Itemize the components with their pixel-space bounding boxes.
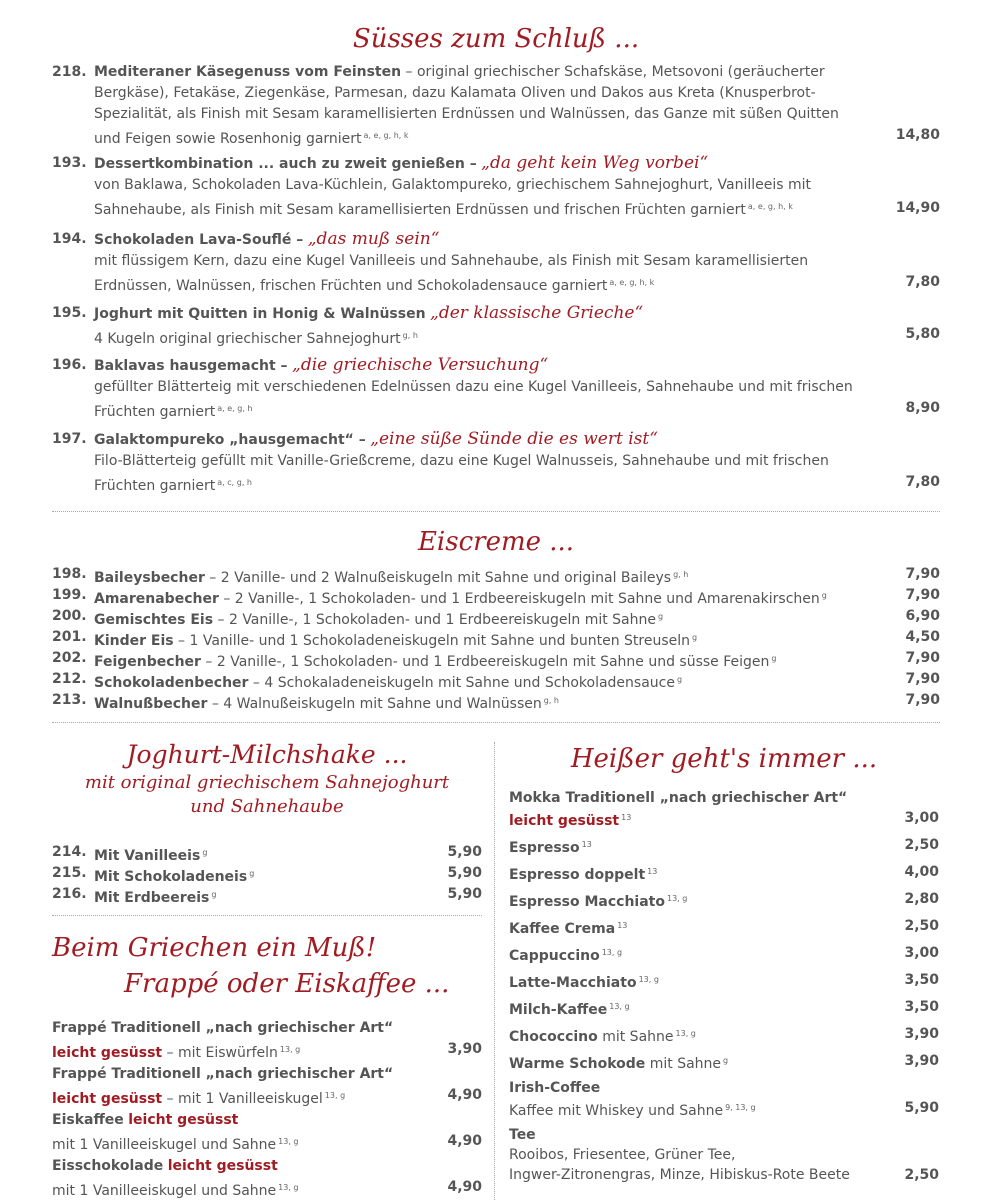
item-price: 7,90 (905, 692, 940, 708)
item-number: 193. (52, 155, 87, 171)
item-number: 216. (52, 886, 87, 902)
allergen-codes: a, e, g, h (217, 404, 253, 413)
menu-item (52, 606, 940, 627)
item-price: 3,50 (904, 999, 939, 1015)
item-number: 198. (52, 566, 87, 582)
item-name: Walnußbecher (94, 696, 208, 712)
item-description: – mit 1 Vanilleeiskugel (162, 1091, 323, 1107)
allergen-codes: g, h (543, 696, 559, 705)
item-description: – 4 Schokaladeneiskugeln mit Sahne und Schokoladensauce (248, 675, 675, 691)
item-name: Mokka Traditionell „nach griechischer Art“ (509, 790, 848, 806)
menu-item (509, 835, 939, 855)
item-number: 218. (52, 64, 87, 80)
item-description: 4 Kugeln original griechischer Sahnejoghurt (94, 331, 401, 347)
menu-item (52, 842, 482, 863)
item-name: Warme Schokode (509, 1056, 646, 1072)
item-description: – 2 Vanille-, 1 Schokoladen- und 1 Erdbeereiskugeln mit Sahne und süsse Feigen (200, 654, 770, 670)
shake-section-subtitle-2: und Sahnehaube (190, 796, 344, 817)
item-name: Chococcino (509, 1029, 598, 1045)
ice-section-title: Eiscreme ... (417, 527, 575, 557)
menu-item (509, 1051, 939, 1071)
item-description: von Baklawa, Schokoladen Lava-Küchlein, Galaktompureko, griechischem Sahnejoghurt, Vanilleeis mit Sahnehaube, als Finish mit Sesam karamellisierten Erdnüssen und frischen Früchten garniert (94, 177, 812, 218)
item-description: mit flüssigem Kern, dazu eine Kugel Vanilleeis und Sahnehaube, als Finish mit Sesam karamellisierten Erdnüssen, Walnüssen, frischen Früchten und Schokoladensauce garniert (94, 253, 809, 294)
item-name: Kinder Eis (94, 633, 174, 649)
item-name: Dessertkombination ... auch zu zweit genießen – (94, 156, 477, 172)
item-price: 5,80 (905, 326, 940, 342)
item-price: 5,90 (447, 844, 482, 860)
item-price: 8,90 (905, 400, 940, 416)
item-slogan: „das muß sein“ (307, 229, 440, 249)
allergen-codes: g (771, 654, 777, 663)
menu-item (509, 862, 939, 882)
item-number: 214. (52, 844, 87, 860)
item-number: 199. (52, 587, 87, 603)
item-description: mit 1 Vanilleeiskugel und Sahne (52, 1137, 277, 1153)
item-name: Eiskaffee (52, 1112, 124, 1128)
allergen-codes: 13 (581, 840, 592, 849)
menu-item (509, 1024, 939, 1044)
item-price: 14,80 (895, 127, 940, 143)
item-sweetness: leicht gesüsst (128, 1112, 239, 1128)
item-name: Schokoladenbecher (94, 675, 249, 691)
menu-item (52, 648, 940, 669)
item-slogan: „da geht kein Weg vorbei“ (481, 153, 709, 173)
item-price: 7,80 (905, 274, 940, 290)
item-price: 5,90 (904, 1100, 939, 1116)
item-name: Latte-Macchiato (509, 975, 637, 991)
allergen-codes: 13, g (278, 1137, 299, 1146)
item-name: Irish-Coffee (509, 1080, 601, 1096)
menu-item (509, 1078, 939, 1118)
menu-item (52, 303, 940, 345)
item-number: 197. (52, 431, 87, 447)
menu-item (52, 153, 940, 219)
menu-item (52, 229, 940, 293)
dessert-list-2 (52, 153, 940, 493)
menu-item (52, 627, 940, 648)
menu-item (509, 788, 939, 828)
shake-section-title: Joghurt-Milchshake ... (126, 740, 408, 769)
item-name: Kaffee Crema (509, 921, 616, 937)
item-extra: mit Sahne (597, 1029, 674, 1045)
allergen-codes: 9, 13, g (725, 1103, 756, 1112)
menu-item (52, 863, 482, 884)
menu-item (52, 1156, 482, 1198)
item-name: Cappuccino (509, 948, 600, 964)
item-number: 213. (52, 692, 87, 708)
menu-item (509, 889, 939, 909)
menu-item (52, 1110, 482, 1152)
shake-section (52, 740, 482, 905)
item-price: 4,00 (904, 864, 939, 880)
item-name: Mit Schokoladeneis (94, 869, 248, 885)
item-price: 6,90 (905, 608, 940, 624)
item-description: – 2 Vanille-, 1 Schokoladen- und 1 Erdbeereiskugeln mit Sahne (213, 612, 656, 628)
item-number: 201. (52, 629, 87, 645)
item-name: Eisschokolade (52, 1158, 164, 1174)
menu-item (509, 997, 939, 1017)
item-name: Mediteraner Käsegenuss vom Feinsten (94, 64, 402, 80)
hot-drinks-section (509, 744, 939, 1185)
frappe-section (52, 930, 482, 1198)
item-extra: mit Sahne (645, 1056, 722, 1072)
item-number: 202. (52, 650, 87, 666)
item-price: 2,80 (904, 891, 939, 907)
allergen-codes: g (676, 675, 683, 684)
hot-section-title: Heißer geht's immer ... (570, 744, 878, 774)
menu-item (52, 564, 940, 585)
menu-item (52, 62, 940, 146)
frappe-section-title: Beim Griechen ein Muß! (52, 933, 377, 963)
item-slogan: „eine süße Sünde die es wert ist“ (370, 429, 658, 449)
allergen-codes: 13, g (666, 894, 688, 903)
item-description: – 2 Vanille- und 2 Walnußeiskugeln mit Sahne und original Baileys (204, 570, 672, 586)
item-name: Mit Erdbeereis (94, 890, 210, 906)
item-description: Filo-Blätterteig gefüllt mit Vanille-Grießcreme, dazu eine Kugel Walnusseis, Sahnehaube und mit frischen Früchten garniert (94, 453, 829, 494)
allergen-codes: g (249, 869, 255, 878)
allergen-codes: 13, g (609, 1002, 630, 1011)
item-description: – 2 Vanille-, 1 Schokoladen- und 1 Erdbeereiskugeln mit Sahne und Amarenakirschen (218, 591, 820, 607)
item-price: 5,90 (447, 886, 482, 902)
menu-item (52, 884, 482, 905)
item-description: – 1 Vanille- und 1 Schokoladeneiskugeln mit Sahne und bunten Streuseln (173, 633, 690, 649)
item-price: 4,90 (447, 1087, 482, 1103)
item-name: Baklavas hausgemacht – (94, 358, 288, 374)
allergen-codes: 13, g (601, 948, 623, 957)
shake-list (52, 842, 482, 905)
allergen-codes: 13 (647, 867, 658, 876)
frappe-list (52, 1018, 482, 1198)
section-divider (52, 722, 940, 723)
allergen-codes: g, h (673, 570, 689, 579)
menu-item (52, 585, 940, 606)
allergen-codes: g, h (402, 331, 418, 340)
section-divider (52, 915, 482, 916)
item-price: 3,00 (904, 945, 939, 961)
allergen-codes: 13, g (638, 975, 659, 984)
item-name: Espresso Macchiato (509, 894, 665, 910)
frappe-section-title-2: Frappé oder Eiskaffee ... (124, 969, 450, 999)
menu-item (52, 429, 940, 493)
menu-item (52, 355, 940, 419)
item-slogan: „die griechische Versuchung“ (292, 355, 549, 375)
item-price: 7,90 (905, 650, 940, 666)
menu-item (509, 970, 939, 990)
menu-item (52, 690, 940, 711)
column-divider (494, 742, 495, 1200)
menu-item (52, 1064, 482, 1106)
item-description: gefüllter Blätterteig mit verschiedenen Edelnüssen dazu eine Kugel Vanilleeis, Sahnehaube und mit frischen Früchten garniert (94, 379, 853, 420)
allergen-codes: a, e, g, h, k (609, 278, 655, 287)
item-name: Schokoladen Lava-Souflé – (94, 232, 304, 248)
item-price: 14,90 (895, 200, 940, 216)
allergen-codes: g (202, 848, 208, 857)
dessert-section-title: Süsses zum Schluß ... (352, 24, 640, 54)
item-number: 195. (52, 305, 87, 321)
item-sweetness: leicht gesüsst (509, 813, 620, 829)
menu-item (52, 669, 940, 690)
item-name: Frappé Traditionell „nach griechischer Art“ (52, 1020, 394, 1036)
item-price: 3,90 (904, 1026, 939, 1042)
allergen-codes: g (692, 633, 698, 642)
item-price: 3,90 (447, 1041, 482, 1057)
item-name: Espresso doppelt (509, 867, 646, 883)
item-price: 3,00 (904, 810, 939, 826)
item-number: 200. (52, 608, 87, 624)
item-name: Joghurt mit Quitten in Honig & Walnüssen (94, 306, 426, 322)
allergen-codes: g (723, 1056, 729, 1065)
allergen-codes: 13, g (279, 1045, 301, 1054)
item-price: 4,50 (905, 629, 940, 645)
item-price: 2,50 (904, 837, 939, 853)
item-number: 215. (52, 865, 87, 881)
item-price: 7,90 (905, 671, 940, 687)
item-description: Rooibos, Friesentee, Grüner Tee, (509, 1147, 736, 1163)
item-price: 7,90 (905, 566, 940, 582)
item-description: – mit Eiswürfeln (162, 1045, 278, 1061)
menu-item (509, 916, 939, 936)
menu-item (52, 1018, 482, 1060)
item-name: Feigenbecher (94, 654, 201, 670)
item-number: 194. (52, 231, 87, 247)
allergen-codes: a, e, g, h, k (363, 131, 409, 140)
item-name: Frappé Traditionell „nach griechischer Art“ (52, 1066, 394, 1082)
item-price: 2,50 (900, 1165, 939, 1185)
item-number: 196. (52, 357, 87, 373)
item-sweetness: leicht gesüsst (167, 1158, 278, 1174)
allergen-codes: 13 (617, 921, 628, 930)
item-price: 3,50 (904, 972, 939, 988)
shake-section-subtitle: mit original griechischem Sahnejoghurt (84, 772, 450, 793)
item-description: – 4 Walnußeiskugeln mit Sahne und Walnüssen (207, 696, 542, 712)
hot-list (509, 788, 939, 1185)
item-description: – original griechischer Schafskäse, Metsovoni (geräucherter Bergkäse), Fetakäse, Ziegenkäse, Parmesan, dazu Kalamata Oliven und Dakos aus Kreta (Knusperbrot-Spezialität, als Finish mit Sesam karamellisierten Erdnüssen und Walnüssen, das Ganze mit süßen Quitten und Feigen sowie Rosenhonig garniert (94, 64, 839, 147)
menu-item (509, 1125, 939, 1185)
item-number: 212. (52, 671, 87, 687)
item-price: 7,80 (905, 474, 940, 490)
item-price: 3,90 (904, 1053, 939, 1069)
menu-item (509, 943, 939, 963)
allergen-codes: a, e, g, h, k (747, 202, 793, 211)
item-slogan: „der klassische Grieche“ (430, 303, 644, 323)
allergen-codes: g (211, 890, 217, 899)
item-price: 7,90 (905, 587, 940, 603)
item-description: Kaffee mit Whiskey und Sahne (509, 1103, 724, 1119)
dessert-list (52, 62, 940, 146)
item-name: Amarenabecher (94, 591, 219, 607)
allergen-codes: g (821, 591, 827, 600)
item-sweetness: leicht gesüsst (52, 1091, 163, 1107)
allergen-codes: 13, g (675, 1029, 696, 1038)
item-description-2: Ingwer-Zitronengras, Minze, Hibiskus-Rote Beete (509, 1167, 850, 1183)
item-name: Mit Vanilleeis (94, 848, 201, 864)
item-price: 2,50 (904, 918, 939, 934)
allergen-codes: a, c, g, h (217, 478, 252, 487)
allergen-codes: g (658, 612, 664, 621)
item-description: mit 1 Vanilleeiskugel und Sahne (52, 1183, 277, 1199)
section-divider (52, 511, 940, 512)
allergen-codes: 13, g (324, 1091, 346, 1100)
item-price: 4,90 (447, 1179, 482, 1195)
allergen-codes: 13 (621, 813, 632, 822)
item-name: Galaktompureko „hausgemacht“ – (94, 432, 366, 448)
item-name: Espresso (509, 840, 580, 856)
ice-list (52, 564, 940, 711)
item-name: Gemischtes Eis (94, 612, 214, 628)
allergen-codes: 13, g (278, 1183, 299, 1192)
item-name: Baileysbecher (94, 570, 205, 586)
item-price: 4,90 (447, 1133, 482, 1149)
item-price: 5,90 (447, 865, 482, 881)
item-name: Tee (509, 1127, 536, 1143)
item-sweetness: leicht gesüsst (52, 1045, 163, 1061)
item-name: Milch-Kaffee (509, 1002, 608, 1018)
